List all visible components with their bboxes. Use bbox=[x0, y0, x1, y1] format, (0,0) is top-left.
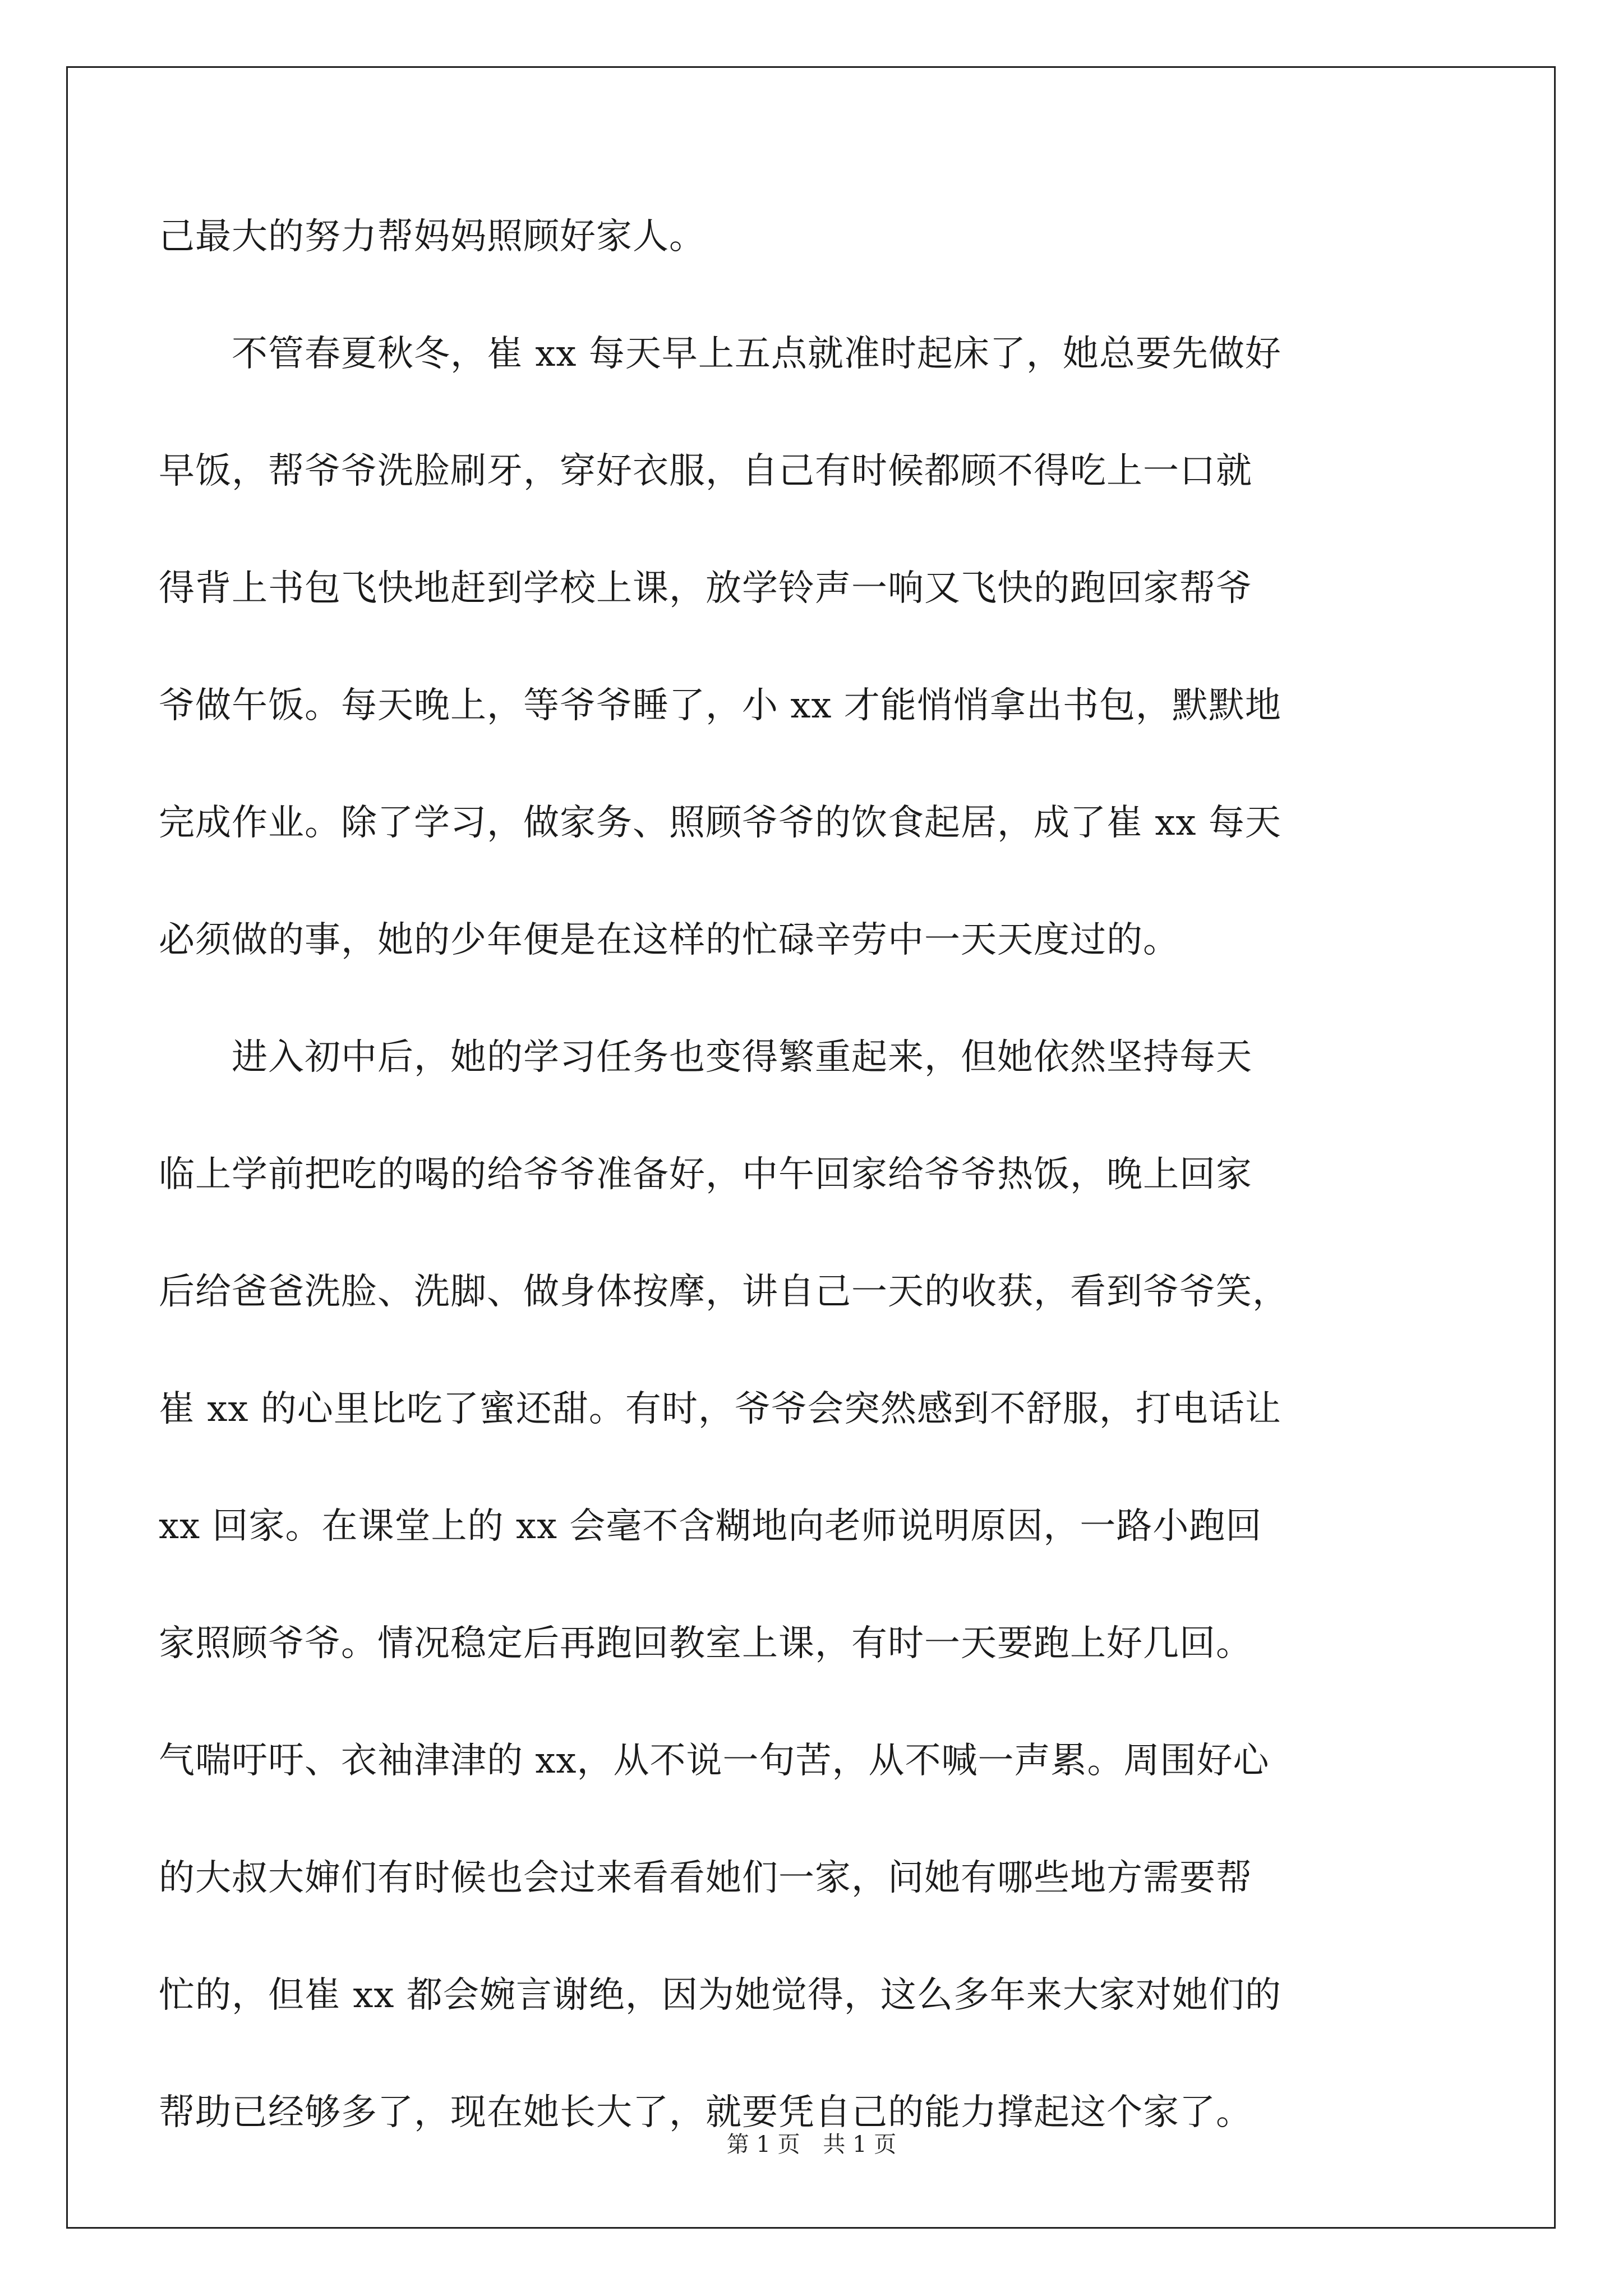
page-footer bbox=[0, 2131, 1623, 2159]
text-line: 不管春夏秋冬，崔 xx 每天早上五点就准时起床了，她总要先做好 bbox=[159, 333, 1281, 375]
text-line: 临上学前把吃的喝的给爷爷准备好，中午回家给爷爷热饭，晚上回家 bbox=[159, 1154, 1252, 1195]
text-line: 气喘吁吁、衣袖津津的 xx，从不说一句苦，从不喊一声累。周围好心 bbox=[159, 1740, 1270, 1782]
text-line: 忙的，但崔 xx 都会婉言谢绝，因为她觉得，这么多年来大家对她们的 bbox=[159, 1975, 1281, 2016]
text-line: xx 回家。在课堂上的 xx 会毫不含糊地向老师说明原因，一路小跑回 bbox=[159, 1506, 1262, 1547]
text-line: 崔 xx 的心里比吃了蜜还甜。有时，爷爷会突然感到不舒服，打电话让 bbox=[159, 1388, 1281, 1430]
page-number: 第 1 页 bbox=[726, 2132, 800, 2157]
page-border bbox=[66, 66, 1556, 2229]
text-line: 得背上书包飞快地赶到学校上课，放学铃声一响又飞快的跑回家帮爷 bbox=[159, 568, 1252, 609]
text-line: 爷做午饭。每天晚上，等爷爷睡了，小 xx 才能悄悄拿出书包，默默地 bbox=[159, 685, 1281, 726]
text-line: 必须做的事，她的少年便是在这样的忙碌辛劳中一天天度过的。 bbox=[159, 919, 1179, 961]
text-line: 后给爸爸洗脸、洗脚、做身体按摩，讲自己一天的收获，看到爷爷笑， bbox=[159, 1271, 1289, 1313]
page-total: 共 1 页 bbox=[823, 2132, 897, 2157]
text-line: 家照顾爷爷。情况稳定后再跑回教室上课，有时一天要跑上好几回。 bbox=[159, 1623, 1252, 1664]
text-line: 的大叔大婶们有时候也会过来看看她们一家，问她有哪些地方需要帮 bbox=[159, 1857, 1252, 1899]
text-line: 完成作业。除了学习，做家务、照顾爷爷的饮食起居，成了崔 xx 每天 bbox=[159, 802, 1281, 844]
text-line: 进入初中后，她的学习任务也变得繁重起来，但她依然坚持每天 bbox=[159, 1037, 1252, 1078]
text-line: 己最大的努力帮妈妈照顾好家人。 bbox=[159, 216, 706, 257]
text-line: 早饭，帮爷爷洗脸刷牙，穿好衣服，自己有时候都顾不得吃上一口就 bbox=[159, 450, 1252, 492]
text-line: 帮助已经够多了，现在她长大了，就要凭自己的能力撑起这个家了。 bbox=[159, 2092, 1252, 2133]
